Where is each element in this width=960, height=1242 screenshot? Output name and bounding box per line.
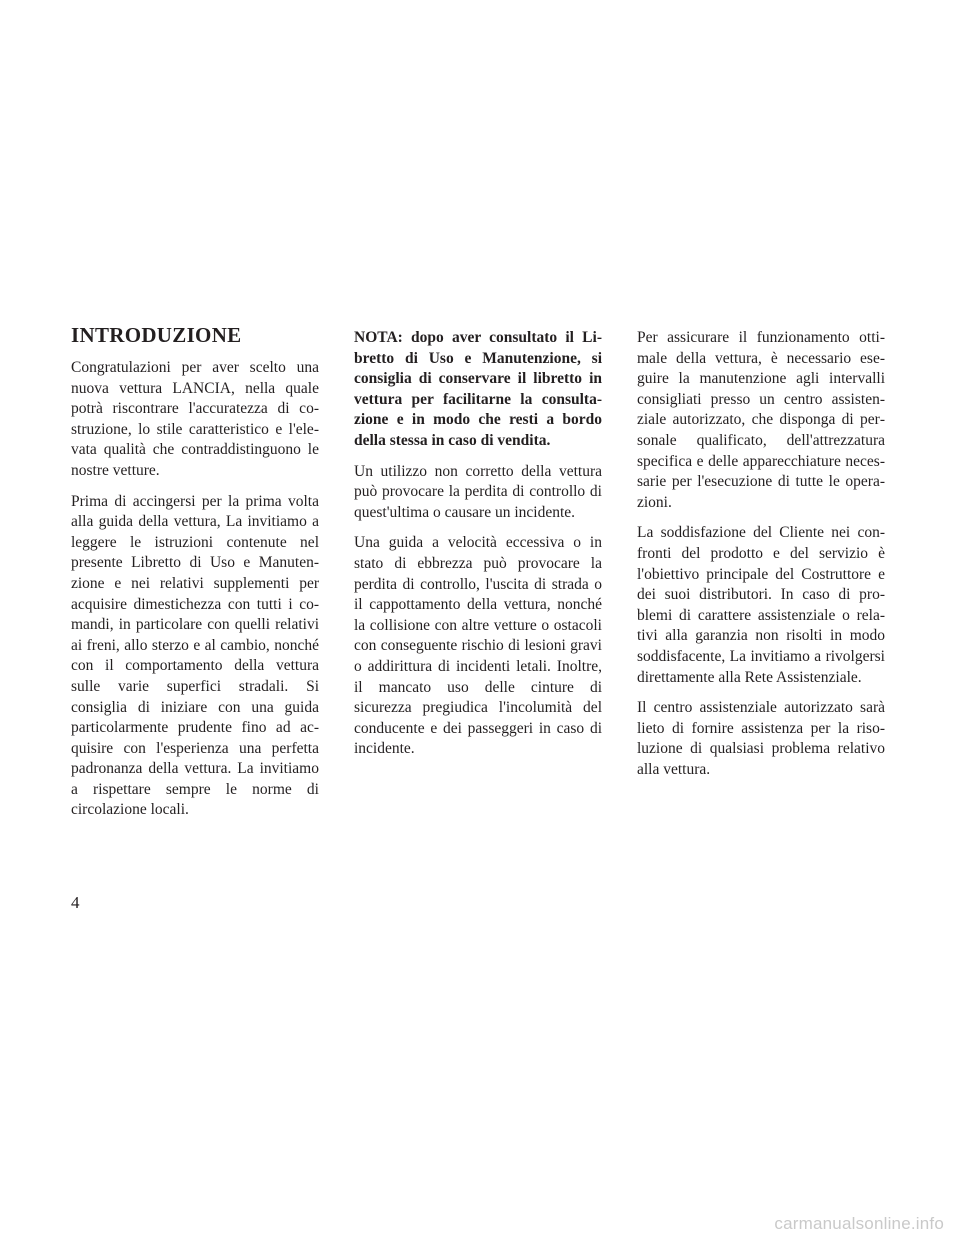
section-heading: INTRODUZIONE: [71, 323, 242, 347]
page-number: 4: [71, 893, 80, 912]
intro-paragraph: Congratulazioni per aver scelto una nuova vettura LANCIA, nella quale potrà riscontrare l'accuratezza di costruzione, lo stile caratteristico e l'elevata qualità che contraddistinguono le nostre vetture.: [71, 359, 319, 479]
note-paragraph: NOTA: dopo aver consultato il Libretto di Uso e Manutenzione, si consiglia di conservare il libretto in vettura per facilitarne la consultazione e in modo che resti a bordo della stessa in caso di vendita.: [354, 329, 602, 449]
service-center-paragraph: Il centro assistenziale autorizzato sarà lieto di fornire assistenza per la risoluzione di qualsiasi problema relativo alla vettura.: [637, 699, 885, 778]
column-left: [71, 322, 319, 821]
misuse-paragraph: Un utilizzo non corretto della vettura può provocare la perdita di controllo di quest'ultima o causare un incidente.: [354, 462, 602, 521]
column-right: [637, 328, 885, 780]
maintenance-paragraph: Per assicurare il funzionamento ottimale della vettura, è necessario eseguire la manutenzione agli intervalli consigliati presso un centro assistenziale autorizzato, che disponga di personale qualificato, dell'attrezzatura specifica e delle apparecchiature necessarie per l'esecuzione di tutte le operazioni.: [637, 329, 885, 511]
watermark: carmanualsonline.info: [774, 1214, 944, 1233]
satisfaction-paragraph: La soddisfazione del Cliente nei confronti del prodotto e del servizio è l'obiettivo principale del Costruttore e dei suoi distributori. In caso di problemi di carattere assistenziale o relativi alla garanzia non risolti in modo soddisfacente, La invitiamo a rivolgersi direttamente alla Rete Assistenziale.: [637, 524, 885, 686]
speed-warning-paragraph: Una guida a velocità eccessiva o in stato di ebbrezza può provocare la perdita di controllo, l'uscita di strada o il cappottamento della vettura, nonché la collisione con altre vetture o ostacoli con conseguente rischio di lesioni gravi o addirittura di incidenti letali. Inoltre, il mancato uso delle cinture di sicurezza pregiudica l'incolumità del conducente e dei passeggeri in caso di incidente.: [354, 534, 602, 758]
column-middle: [354, 328, 602, 760]
first-drive-paragraph: Prima di accingersi per la prima volta alla guida della vettura, La invitiamo a leggere le istruzioni contenute nel presente Libretto di Uso e Manutenzione e nei relativi supplementi per acquisire dimestichezza con tutti i comandi, in particolare con quelli relativi ai freni, allo sterzo e al cambio, nonché con il comportamento della vettura sulle varie superfici stradali. Si consiglia di iniziare con una guida particolarmente prudente fino ad acquisire con l'esperienza una perfetta padronanza della vettura. La invitiamo a rispettare sempre le norme di circolazione locali.: [71, 492, 319, 819]
